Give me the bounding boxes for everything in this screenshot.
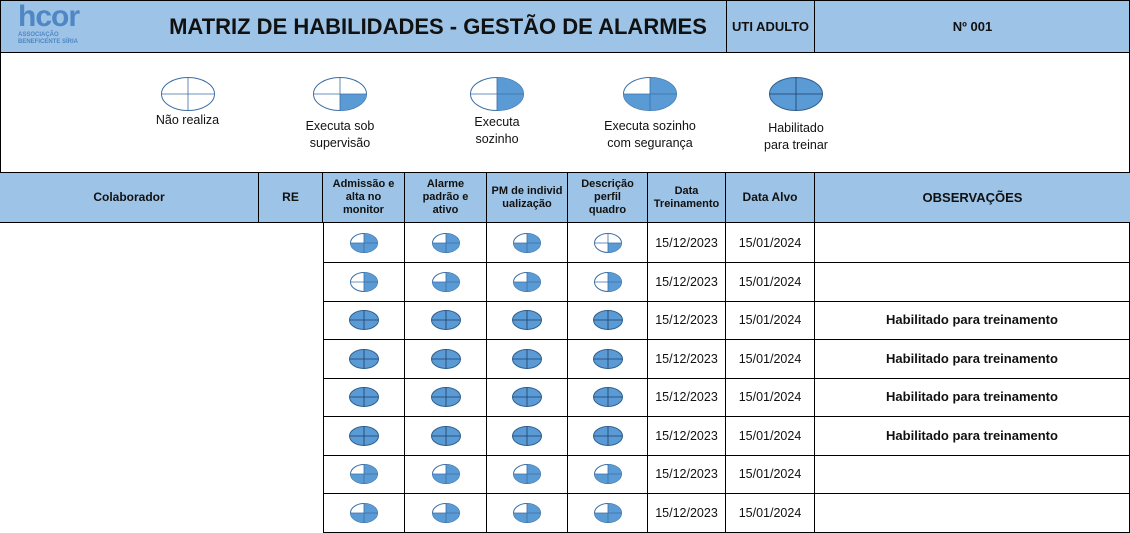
skill-cell <box>405 262 487 301</box>
skill-level-icon <box>430 425 462 447</box>
skill-cell <box>487 339 568 378</box>
target-date: 15/01/2024 <box>726 377 815 416</box>
observation <box>815 493 1130 532</box>
skill-cell <box>487 493 568 532</box>
skill-cell <box>568 339 648 378</box>
skill-level-icon <box>431 232 461 254</box>
skill-cell <box>323 300 405 339</box>
skill-level-icon <box>592 309 624 331</box>
skill-level-icon <box>511 348 543 370</box>
observation: Habilitado para treinamento <box>815 339 1130 378</box>
skill-cell <box>405 454 487 493</box>
skill-level-icon <box>349 232 379 254</box>
col-observacoes: OBSERVAÇÕES <box>922 190 1023 205</box>
training-date: 15/12/2023 <box>648 223 726 262</box>
observation: Habilitado para treinamento <box>815 300 1130 339</box>
training-date: 15/12/2023 <box>648 300 726 339</box>
skill-level-icon <box>430 348 462 370</box>
skill-cell <box>568 262 648 301</box>
skill-level-icon <box>592 386 624 408</box>
target-date: 15/01/2024 <box>726 262 815 301</box>
col-data-alvo: Data Alvo <box>726 172 815 223</box>
skill-level-icon <box>349 463 379 485</box>
target-date: 15/01/2024 <box>726 454 815 493</box>
target-date: 15/01/2024 <box>726 493 815 532</box>
legend-label: Não realiza <box>155 113 220 127</box>
skill-level-icon <box>349 502 379 524</box>
legend-item-seguranca <box>590 76 710 156</box>
skill-level-icon <box>431 271 461 293</box>
skill-level-icon <box>430 386 462 408</box>
skill-level-icon <box>430 309 462 331</box>
col-admissao: Admissão e alta no monitor <box>323 172 405 223</box>
legend-label: Executa sozinho com segurança <box>604 119 696 150</box>
skill-cell <box>487 300 568 339</box>
legend-icon-4 <box>768 76 824 112</box>
legend-label: Habilitado para treinar <box>764 121 828 152</box>
legend-item-sozinho <box>455 76 539 156</box>
col-pm: PM de individualização <box>487 172 568 223</box>
skill-level-icon <box>431 463 461 485</box>
legend-item-supervisao <box>290 76 390 156</box>
target-date: 15/01/2024 <box>726 223 815 262</box>
skill-level-icon <box>593 502 623 524</box>
training-date: 15/12/2023 <box>648 493 726 532</box>
skill-cell <box>405 223 487 262</box>
col-descricao: Descrição perfil quadro <box>568 172 648 223</box>
skill-level-icon <box>512 271 542 293</box>
skill-level-icon <box>592 425 624 447</box>
skill-cell <box>568 416 648 455</box>
legend-icon-3 <box>622 76 678 112</box>
skill-cell <box>323 454 405 493</box>
skill-cell <box>323 493 405 532</box>
skill-level-icon <box>593 271 623 293</box>
skill-level-icon <box>348 425 380 447</box>
page-title: MATRIZ DE HABILIDADES - GESTÃO DE ALARMES <box>169 13 707 39</box>
skill-level-icon <box>511 425 543 447</box>
skill-cell <box>568 493 648 532</box>
skill-cell <box>405 300 487 339</box>
skill-cell <box>405 416 487 455</box>
observation: Habilitado para treinamento <box>815 377 1130 416</box>
skill-level-icon <box>512 232 542 254</box>
skill-cell <box>323 377 405 416</box>
training-date: 15/12/2023 <box>648 377 726 416</box>
training-date: 15/12/2023 <box>648 454 726 493</box>
target-date: 15/01/2024 <box>726 416 815 455</box>
skill-cell <box>487 223 568 262</box>
legend-item-nao-realiza <box>140 76 235 136</box>
skill-cell <box>405 493 487 532</box>
observation <box>815 223 1130 262</box>
skill-cell <box>323 416 405 455</box>
skill-level-icon <box>511 309 543 331</box>
logo-wordmark: hcor <box>18 0 80 33</box>
skill-level-icon <box>512 463 542 485</box>
logo-subtitle-2: BENEFICENTE SÍRIA <box>18 39 79 45</box>
skill-cell <box>568 454 648 493</box>
logo-subtitle-1: ASSOCIAÇÃO <box>18 32 59 38</box>
legend-icon-0 <box>160 76 216 112</box>
skill-cell <box>487 262 568 301</box>
skill-level-icon <box>593 232 623 254</box>
observation <box>815 262 1130 301</box>
skill-level-icon <box>349 271 379 293</box>
training-date: 15/12/2023 <box>648 416 726 455</box>
skill-cell <box>568 223 648 262</box>
skill-cell <box>323 262 405 301</box>
skill-level-icon <box>593 463 623 485</box>
skill-cell <box>405 377 487 416</box>
observation <box>815 454 1130 493</box>
legend-item-habilitado <box>750 76 842 156</box>
skill-level-icon <box>431 502 461 524</box>
skill-level-icon <box>348 348 380 370</box>
legend-icon-2 <box>469 76 525 112</box>
col-data-treinamento: Data Treinamento <box>648 172 726 223</box>
unit-label: UTI ADULTO <box>726 0 815 53</box>
skill-cell <box>568 377 648 416</box>
skill-cell <box>323 339 405 378</box>
skill-level-icon <box>592 348 624 370</box>
skill-cell <box>487 377 568 416</box>
skill-cell <box>405 339 487 378</box>
legend-label: Executa sob supervisão <box>305 119 375 150</box>
col-alarme: Alarme padrão e ativo <box>405 172 487 223</box>
skill-level-icon <box>511 386 543 408</box>
skill-level-icon <box>348 309 380 331</box>
skill-cell <box>323 223 405 262</box>
skill-cell <box>568 300 648 339</box>
col-re: RE <box>258 172 323 223</box>
training-date: 15/12/2023 <box>648 339 726 378</box>
target-date: 15/01/2024 <box>726 339 815 378</box>
training-date: 15/12/2023 <box>648 262 726 301</box>
logo <box>18 2 118 48</box>
skill-level-icon <box>348 386 380 408</box>
skill-cell <box>487 416 568 455</box>
col-colaborador: Colaborador <box>93 190 165 204</box>
skill-cell <box>487 454 568 493</box>
observation: Habilitado para treinamento <box>815 416 1130 455</box>
skill-level-icon <box>512 502 542 524</box>
target-date: 15/01/2024 <box>726 300 815 339</box>
legend-icon-1 <box>312 76 368 112</box>
document-number: Nº 001 <box>952 19 993 34</box>
legend-label: Executa sozinho <box>474 115 520 146</box>
